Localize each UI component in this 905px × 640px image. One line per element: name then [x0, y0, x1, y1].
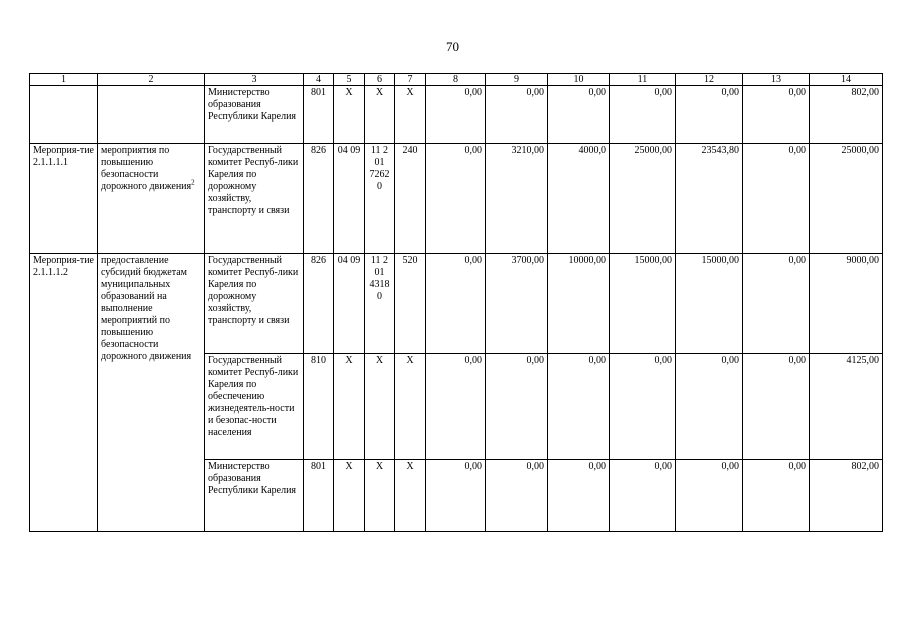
cell-csr: 11 2 01 4318 0: [365, 254, 395, 354]
cell-value: 0,00: [426, 254, 486, 354]
cell-value: 25000,00: [810, 144, 883, 254]
cell-executor: Министерство образования Республики Карелия: [205, 460, 304, 532]
budget-table: [29, 73, 883, 532]
cell-value: 0,00: [610, 86, 676, 144]
cell-rzpr: 04 09: [334, 254, 365, 354]
cell-rzpr: Х: [334, 354, 365, 460]
cell-value: 3700,00: [486, 254, 548, 354]
page-number: 70: [446, 39, 459, 54]
table-row: [30, 254, 883, 354]
cell-value: 10000,00: [548, 254, 610, 354]
column-header: 11: [610, 74, 676, 86]
cell-value: 802,00: [810, 86, 883, 144]
cell-value: 0,00: [548, 354, 610, 460]
column-header: 13: [743, 74, 810, 86]
column-header: 9: [486, 74, 548, 86]
column-header: 12: [676, 74, 743, 86]
cell-value: 23543,80: [676, 144, 743, 254]
cell-event: Мероприя-тие 2.1.1.1.2: [30, 254, 98, 532]
cell-rzpr: 04 09: [334, 144, 365, 254]
cell-value: 0,00: [610, 354, 676, 460]
column-header: 4: [304, 74, 334, 86]
cell-value: 0,00: [743, 354, 810, 460]
column-header: 7: [395, 74, 426, 86]
footnote-mark: 2: [191, 178, 195, 187]
cell-grbs: 801: [304, 86, 334, 144]
cell-value: 9000,00: [810, 254, 883, 354]
column-header: 1: [30, 74, 98, 86]
cell-value: 0,00: [426, 144, 486, 254]
cell-name: [98, 144, 205, 254]
cell-event: [30, 86, 98, 144]
cell-value: 0,00: [676, 354, 743, 460]
cell-grbs: 810: [304, 354, 334, 460]
column-header: 10: [548, 74, 610, 86]
cell-vr: Х: [395, 354, 426, 460]
cell-csr: Х: [365, 460, 395, 532]
cell-value: 0,00: [426, 86, 486, 144]
cell-name: [98, 86, 205, 144]
cell-executor: Министерство образования Республики Карелия: [205, 86, 304, 144]
table-row: [30, 144, 883, 254]
cell-grbs: 826: [304, 144, 334, 254]
cell-rzpr: Х: [334, 460, 365, 532]
cell-value: 0,00: [743, 254, 810, 354]
cell-value: 0,00: [426, 354, 486, 460]
cell-value: 4125,00: [810, 354, 883, 460]
cell-vr: 520: [395, 254, 426, 354]
cell-grbs: 826: [304, 254, 334, 354]
cell-vr: Х: [395, 86, 426, 144]
cell-csr: Х: [365, 354, 395, 460]
cell-name: предоставление субсидий бюджетам муниципальных образований на выполнение мероприятий по повышению безопасности дорожного движения: [98, 254, 205, 532]
cell-executor: Государственный комитет Респуб-лики Карелия по дорожному хозяйству, транспорту и связи: [205, 254, 304, 354]
cell-value: 15000,00: [610, 254, 676, 354]
cell-vr: 240: [395, 144, 426, 254]
table-row: [30, 86, 883, 144]
cell-executor: Государственный комитет Респуб-лики Карелия по обеспечению жизнедеятель-ности и безопас-ности населения: [205, 354, 304, 460]
cell-value: 0,00: [486, 354, 548, 460]
cell-value: 0,00: [486, 460, 548, 532]
cell-value: 4000,0: [548, 144, 610, 254]
cell-value: 0,00: [743, 144, 810, 254]
cell-value: 0,00: [743, 460, 810, 532]
cell-grbs: 801: [304, 460, 334, 532]
cell-executor: Государственный комитет Респуб-лики Карелия по дорожному хозяйству, транспорту и связи: [205, 144, 304, 254]
cell-value: 802,00: [810, 460, 883, 532]
cell-value: 0,00: [610, 460, 676, 532]
column-header: 3: [205, 74, 304, 86]
cell-name-text: мероприятия по повышению безопасности дорожного движения: [101, 145, 192, 192]
cell-value: 0,00: [426, 460, 486, 532]
cell-event: Мероприя-тие 2.1.1.1.1: [30, 144, 98, 254]
column-header: 2: [98, 74, 205, 86]
cell-value: 3210,00: [486, 144, 548, 254]
cell-value: 0,00: [676, 86, 743, 144]
cell-csr: Х: [365, 86, 395, 144]
cell-value: 15000,00: [676, 254, 743, 354]
cell-value: 0,00: [743, 86, 810, 144]
column-header: 14: [810, 74, 883, 86]
cell-value: 0,00: [676, 460, 743, 532]
header-row: [30, 74, 883, 86]
cell-value: 0,00: [548, 86, 610, 144]
cell-value: 25000,00: [610, 144, 676, 254]
column-header: 8: [426, 74, 486, 86]
cell-value: 0,00: [548, 460, 610, 532]
column-header: 5: [334, 74, 365, 86]
cell-value: 0,00: [486, 86, 548, 144]
cell-rzpr: Х: [334, 86, 365, 144]
cell-vr: Х: [395, 460, 426, 532]
cell-csr: 11 2 01 7262 0: [365, 144, 395, 254]
column-header: 6: [365, 74, 395, 86]
